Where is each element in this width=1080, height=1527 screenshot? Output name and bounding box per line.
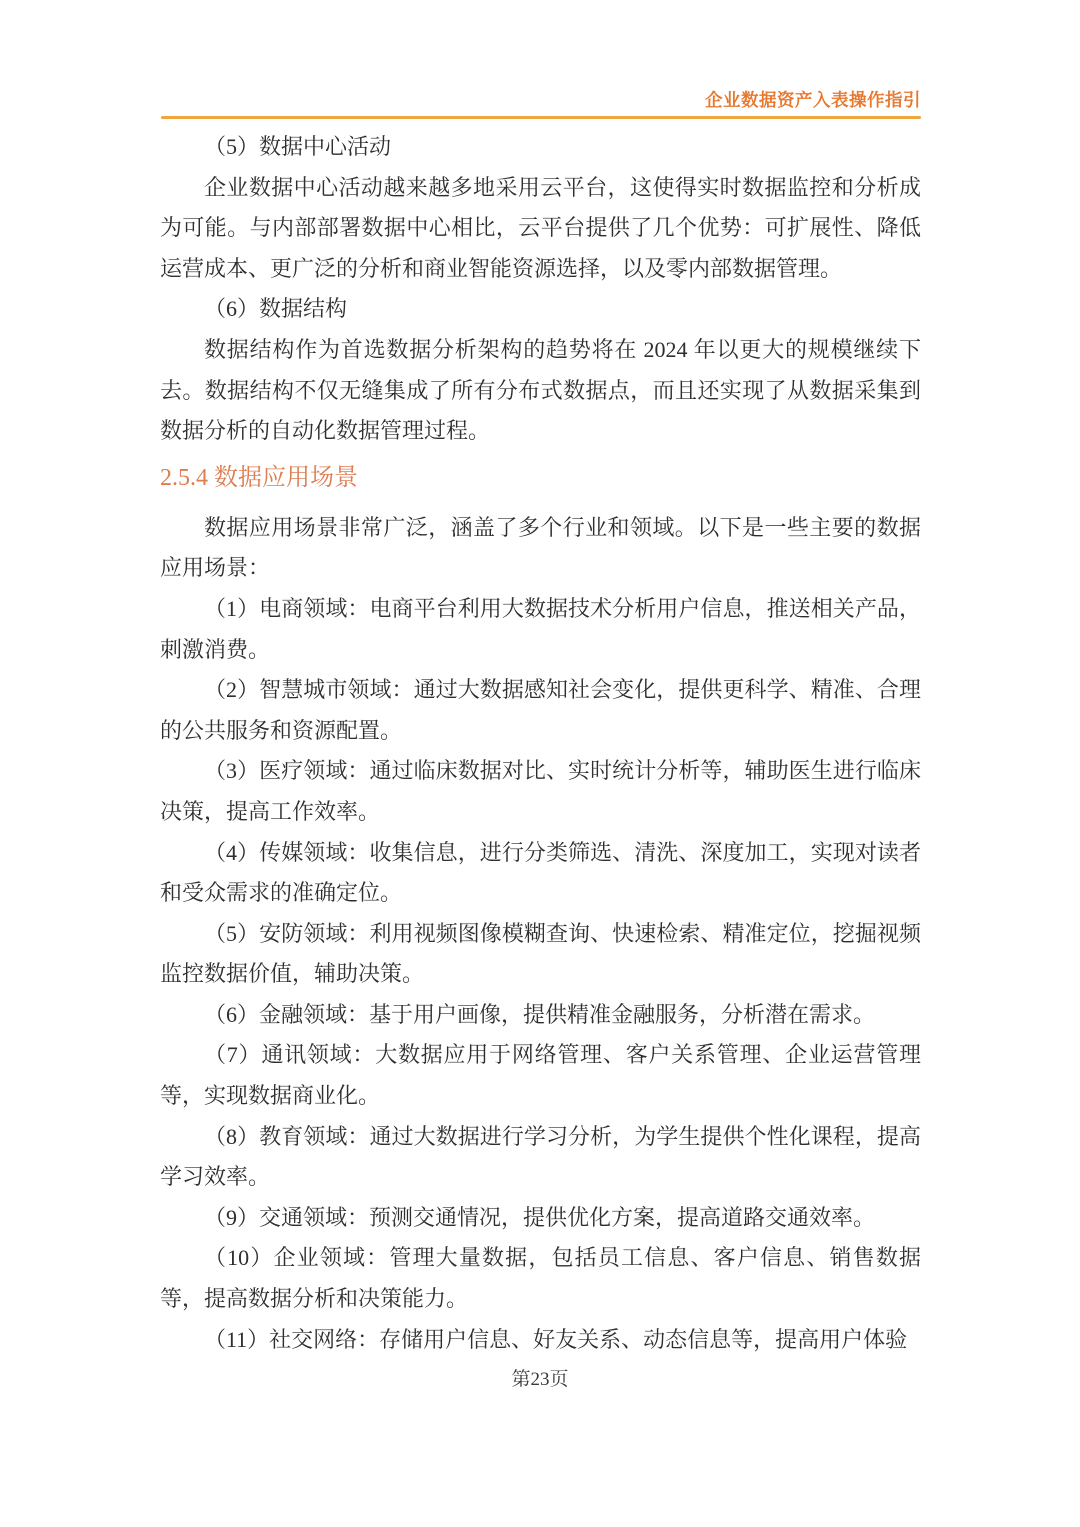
section-heading: 2.5.4 数据应用场景 [160, 464, 358, 491]
body-paragraph: （10）企业领域：管理大量数据，包括员工信息、客户信息、销售数据等，提高数据分析和决策能力。 [160, 1245, 921, 1312]
body-paragraph: （4）传媒领域：收集信息，进行分类筛选、清洗、深度加工，实现对读者和受众需求的准确定位。 [160, 839, 921, 906]
body-paragraph: （3）医疗领域：通过临床数据对比、实时统计分析等，辅助医生进行临床决策，提高工作效率。 [160, 758, 921, 824]
body-paragraph: 数据结构作为首选数据分析架构的趋势将在 2024 年以更大的规模继续下去。数据结构不仅无缝集成了所有分布式数据点，而且还实现了从数据采集到数据分析的自动化数据管理过程。 [160, 336, 921, 444]
body-paragraph: （11）社交网络：存储用户信息、好友关系、动态信息等，提高用户体验 [204, 1326, 908, 1352]
body-paragraph: （8）教育领域：通过大数据进行学习分析，为学生提供个性化课程，提高学习效率。 [160, 1123, 921, 1190]
body-paragraph: 企业数据中心活动越来越多地采用云平台，这使得实时数据监控和分析成为可能。与内部部署数据中心相比，云平台提供了几个优势：可扩展性、降低运营成本、更广泛的分析和商业智能资源选择，以及零内部数据管理。 [160, 174, 921, 281]
body-paragraph: 数据应用场景非常广泛，涵盖了多个行业和领域。以下是一些主要的数据应用场景： [160, 514, 921, 581]
sub-heading: （5）数据中心活动 [204, 134, 392, 159]
body-paragraph: （5）安防领域：利用视频图像模糊查询、快速检索、精准定位，挖掘视频监控数据价值，辅助决策。 [160, 920, 921, 987]
page-header [160, 87, 921, 112]
page-number: 第23页 [511, 1369, 569, 1390]
body-paragraph: （9）交通领域：预测交通情况，提供优化方案，提高道路交通效率。 [204, 1204, 876, 1230]
sub-heading: （6）数据结构 [204, 296, 348, 322]
body-paragraph: （2）智慧城市领域：通过大数据感知社会变化，提供更科学、精准、合理的公共服务和资源配置。 [160, 677, 921, 743]
running-header-title: 企业数据资产入表操作指引 [705, 90, 921, 110]
body-paragraph: （7）通讯领域：大数据应用于网络管理、客户关系管理、企业运营管理等，实现数据商业化。 [160, 1042, 921, 1109]
body-paragraph: （6）金融领域：基于用户画像，提供精准金融服务，分析潜在需求。 [204, 1001, 876, 1027]
body-paragraph: （1）电商领域：电商平台利用大数据技术分析用户信息，推送相关产品，刺激消费。 [160, 595, 921, 662]
page-footer [0, 1364, 1080, 1391]
body-content [160, 127, 921, 1360]
header-divider-rule [161, 116, 921, 119]
